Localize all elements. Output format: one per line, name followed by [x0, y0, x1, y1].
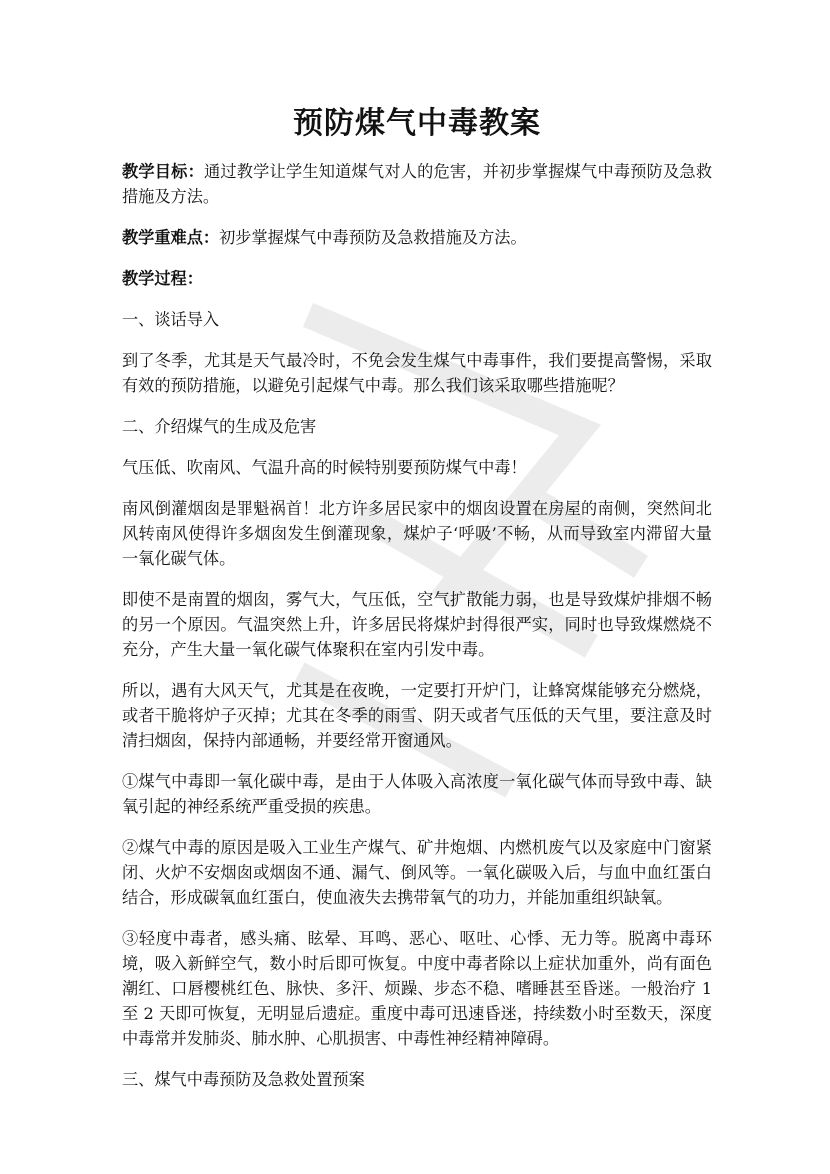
section-paragraph: 到了冬季，尤其是天气最冷时，不免会发生煤气中毒事件，我们要提高警惕，采取有效的预防措施，以避免引起煤气中毒。那么我们该采取哪些措施呢？ — [122, 351, 712, 395]
section-paragraph: ②煤气中毒的原因是吸入工业生产煤气、矿井炮烟、内燃机废气以及家庭中门窗紧闭、火炉不安烟囱或烟囱不通、漏气、倒风等。一氧化碳吸入后，与血中血红蛋白结合，形成碳氧血红蛋白，使血液失去携带氧气的功力，并能加重组织缺氧。 — [122, 838, 712, 907]
objective-text: 通过教学让学生知道煤气对人的危害，并初步掌握煤气中毒预防及急救措施及方法。 — [122, 162, 713, 206]
section-heading: 二、介绍煤气的生成及危害 — [122, 417, 317, 436]
process-label-paragraph — [122, 266, 712, 291]
process-label: 教学过程： — [122, 269, 203, 288]
section-paragraph: ③轻度中毒者，感头痛、眩晕、耳鸣、恶心、呕吐、心悸、无力等。脱离中毒环境，吸入新鲜空气，数小时后即可恢复。中度中毒者除以上症状加重外，尚有面色潮红、口唇樱桃红色、脉快、多汗、烦躁、步态不稳、嗜睡甚至昏迷。一般治疗 1 至 2 天即可恢复，无明显后遗症。重度中毒可迅速昏迷，持续数小时至数天，深度中毒常并发肺炎、肺水肿、心肌损害、中毒性神经精神障碍。 — [122, 929, 712, 1048]
page-title: 预防煤气中毒教案 — [293, 106, 541, 141]
objective-label: 教学目标： — [122, 162, 204, 181]
document-body — [122, 159, 712, 1108]
difficulty-paragraph — [122, 225, 712, 250]
section-heading: 一、谈话导入 — [122, 310, 220, 329]
section-paragraph: 气压低、吹南风、气温升高的时候特别要预防煤气中毒！ — [122, 458, 527, 477]
section-paragraph: 南风倒灌烟囱是罪魁祸首！北方许多居民家中的烟囱设置在房屋的南侧，突然间北风转南风使得许多烟囱发生倒灌现象，煤炉子‘呼吸’不畅，从而导致室内滞留大量一氧化碳气体。 — [122, 499, 712, 568]
section-paragraph: 所以，遇有大风天气，尤其是在夜晚，一定要打开炉门，让蜂窝煤能够充分燃烧，或者干脆将炉子灭掉；尤其在冬季的雨雪、阴天或者气压低的天气里，要注意及时清扫烟囱，保持内部通畅，并要经常开窗通风。 — [122, 681, 712, 750]
objective-paragraph — [122, 159, 712, 209]
difficulty-label: 教学重难点： — [122, 228, 220, 247]
difficulty-text: 初步掌握煤气中毒预防及急救措施及方法。 — [219, 228, 527, 247]
section-heading: 三、煤气中毒预防及急救处置预案 — [122, 1070, 365, 1089]
section-paragraph: 即使不是南置的烟囱，雾气大，气压低，空气扩散能力弱，也是导致煤炉排烟不畅的另一个原因。气温突然上升，许多居民将煤炉封得很严实，同时也导致煤燃烧不充分，产生大量一氧化碳气体聚积在室内引发中毒。 — [122, 590, 712, 659]
section-paragraph: ①煤气中毒即一氧化碳中毒，是由于人体吸入高浓度一氧化碳气体而导致中毒、缺氧引起的神经系统严重受损的疾患。 — [122, 772, 712, 816]
